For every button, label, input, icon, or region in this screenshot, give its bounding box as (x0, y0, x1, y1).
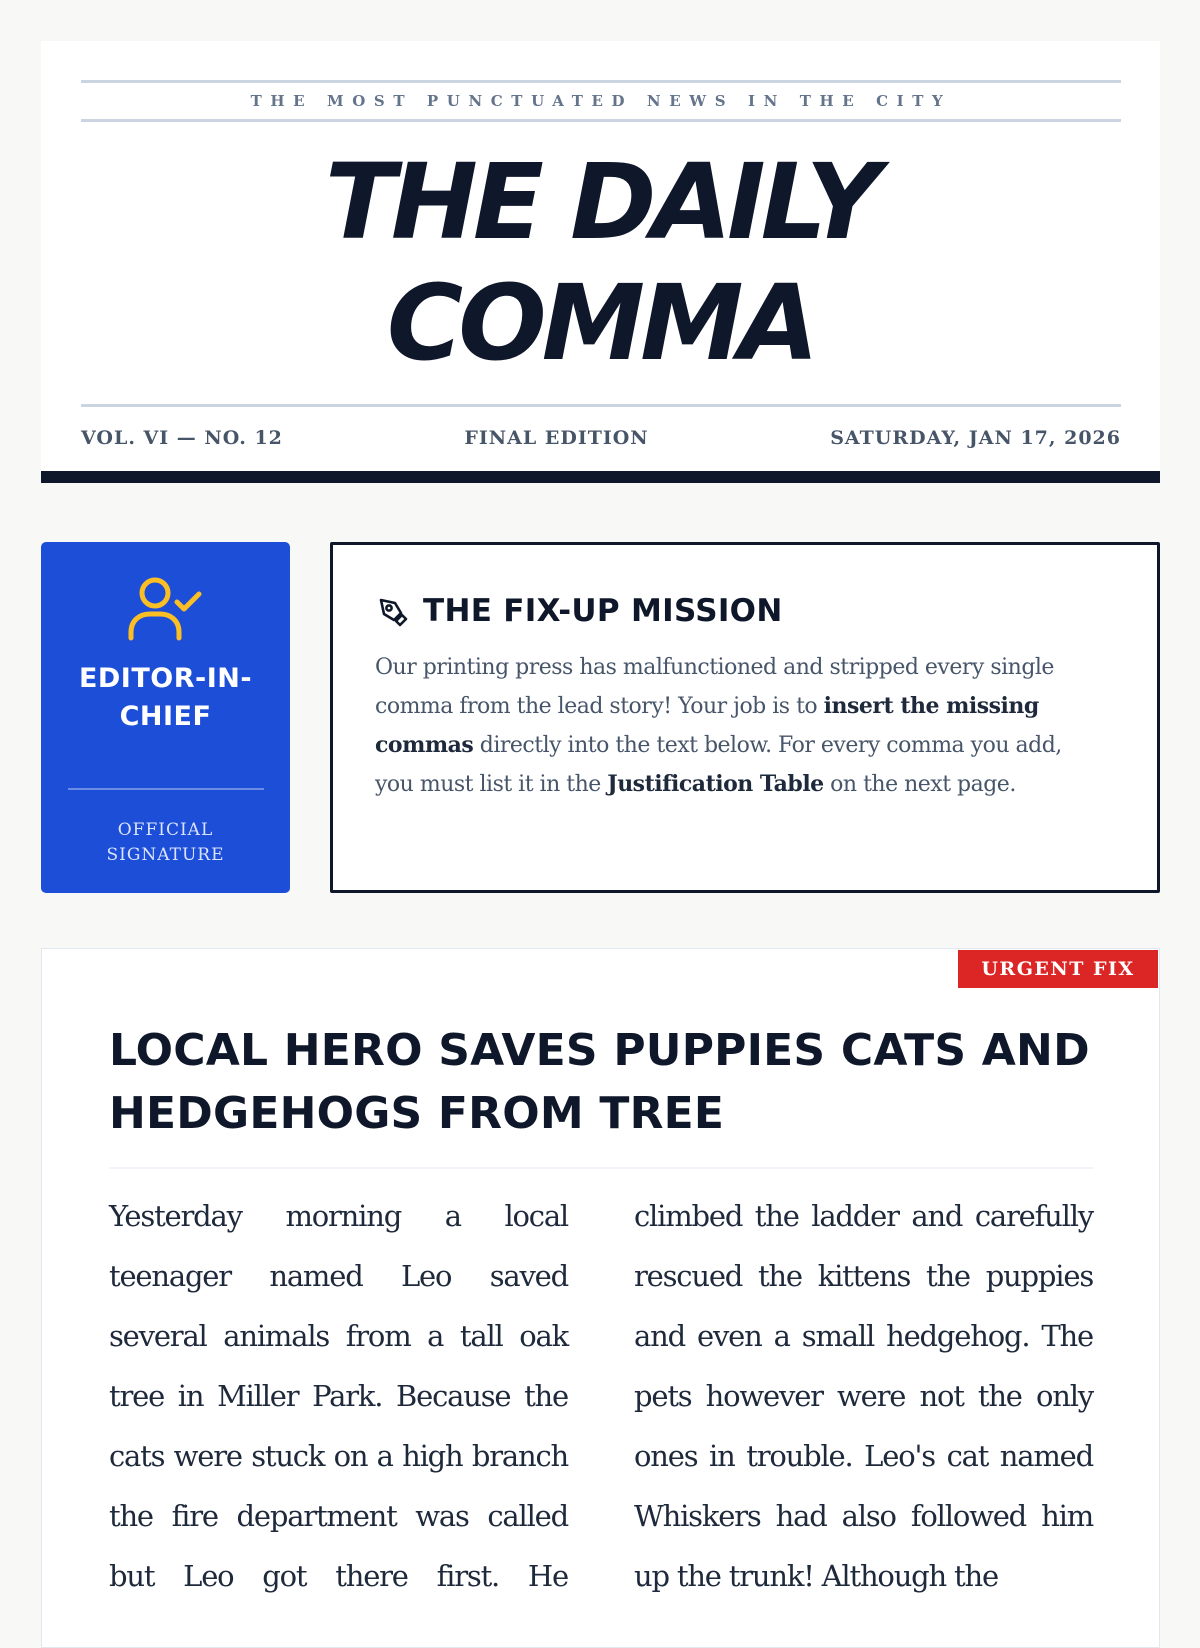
mission-box (330, 542, 1160, 893)
editor-card (41, 542, 290, 893)
newspaper-title-line-1: THE DAILY (324, 141, 877, 263)
edition-label: FINAL EDITION (464, 427, 649, 449)
editor-role-line-2: CHIEF (119, 701, 212, 732)
signature-line-1: OFFICIAL (117, 820, 214, 840)
article-headline: LOCAL HERO SAVES PUPPIES CATS AND HEDGEHOGS FROM TREE (109, 1025, 1090, 1139)
mission-emphasis-table: Justification Table (607, 771, 824, 797)
mission-instructions (375, 649, 1105, 804)
editor-role-line-1: EDITOR-IN- (78, 663, 253, 694)
mission-text-part-3: on the next page. (823, 772, 1016, 797)
masthead (41, 41, 1160, 483)
signature-line-2: SIGNATURE (106, 845, 225, 865)
user-check-icon (125, 574, 205, 646)
lead-article (41, 948, 1160, 1648)
mission-emphasis-commas: insert the missing commas (375, 693, 1039, 758)
pen-tool-icon (375, 594, 409, 628)
mission-text-part-1: Our printing press has malfunctioned and stripped every single comma from the lead story! Your job is to (375, 655, 1054, 719)
headline-divider (109, 1167, 1093, 1169)
mission-heading (375, 593, 783, 629)
tagline-band (81, 80, 1121, 122)
urgent-badge: URGENT FIX (958, 950, 1158, 988)
newspaper-title-line-2: COMMA (386, 262, 815, 384)
official-signature (41, 818, 290, 868)
editor-role (41, 660, 290, 736)
dateline (81, 404, 1121, 449)
newspaper-title (41, 142, 1160, 384)
tagline: THE MOST PUNCTUATED NEWS IN THE CITY (250, 92, 952, 110)
signature-divider (68, 788, 264, 790)
issue-date: SATURDAY, JAN 17, 2026 (830, 427, 1121, 449)
volume-number: VOL. VI — NO. 12 (81, 427, 283, 449)
mission-text-part-2: directly into the text below. For every comma you add, you must list it in the (375, 733, 1062, 797)
article-body[interactable]: Yesterday morning a local teenager named Leo saved several animals from a tall oak tree in Miller Park. Because the cats were stuck on a high branch the fire department was called but Leo got there first. He climbed the ladder and carefully rescued the kittens the puppies and even a small hedgehog. The pets however were not the only ones in trouble. Leo's cat named Whiskers had also followed him up the trunk! Although the (109, 1199, 1093, 1593)
mission-title: THE FIX-UP MISSION (423, 593, 783, 629)
